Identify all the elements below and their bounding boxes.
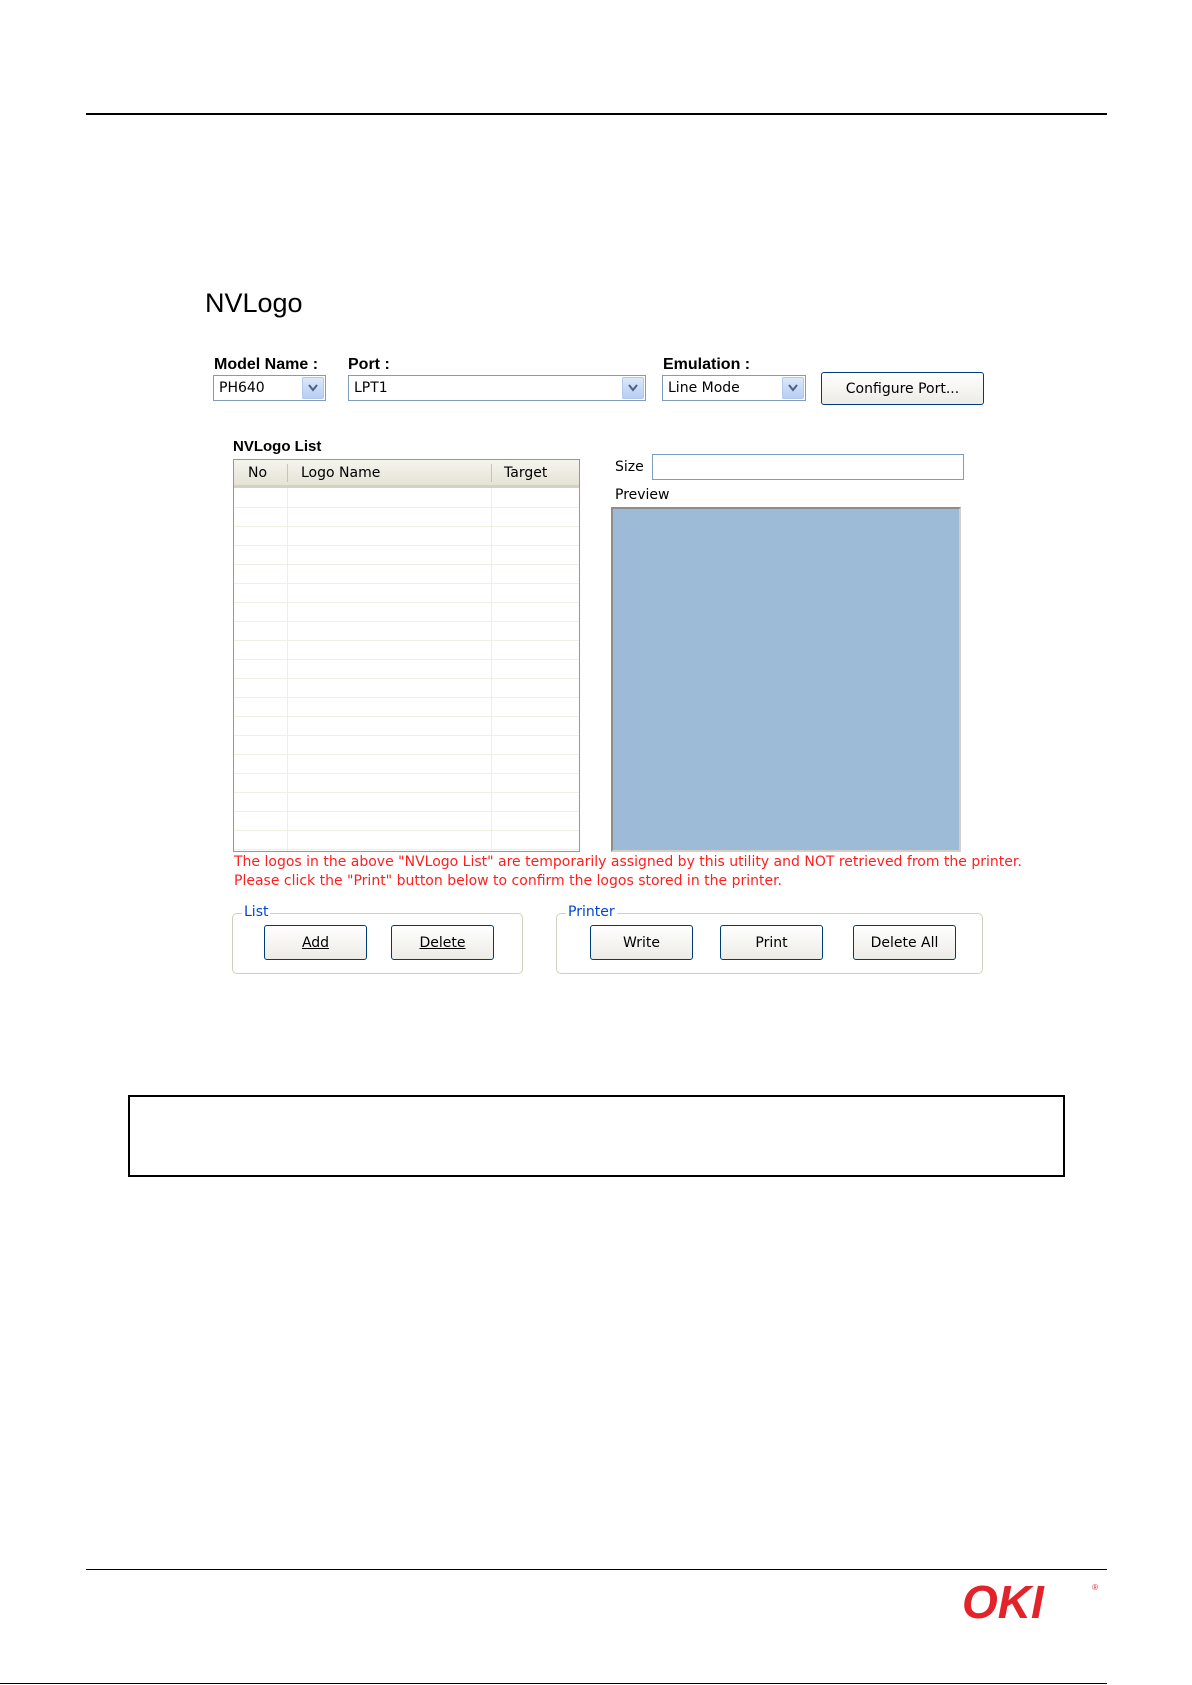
grid-row-line [234, 773, 579, 774]
oki-logo-text: OKI [962, 1580, 1044, 1624]
write-button[interactable]: Write [590, 925, 693, 960]
print-button[interactable]: Print [720, 925, 823, 960]
app-title: NVLogo [205, 288, 303, 318]
printer-group-label: Printer [568, 904, 615, 920]
grid-row-line [234, 602, 579, 603]
size-label: Size [615, 459, 644, 475]
grid-row-line [234, 545, 579, 546]
grid-row-line [234, 830, 579, 831]
bottom-rule [0, 1683, 1107, 1684]
grid-row-line [234, 754, 579, 755]
model-name-label: Model Name : [214, 356, 319, 373]
grid-row-line [234, 659, 579, 660]
emulation-value: Line Mode [668, 380, 740, 396]
grid-row-line [234, 792, 579, 793]
warning-line-1: The logos in the above "NVLogo List" are temporarily assigned by this utility and NOT retrieved from the printer. [234, 854, 1022, 870]
grid-row-line [234, 678, 579, 679]
header-rule [86, 113, 1107, 115]
note-box [128, 1095, 1065, 1177]
grid-column-line [287, 488, 288, 852]
model-name-value: PH640 [219, 380, 265, 396]
grid-column-line [491, 488, 492, 852]
oki-logo [962, 1580, 1102, 1629]
configure-port-button[interactable]: Configure Port... [821, 372, 984, 405]
emulation-combo[interactable] [662, 375, 806, 401]
size-field[interactable] [652, 454, 964, 480]
grid-row-line [234, 640, 579, 641]
grid-row-line [234, 697, 579, 698]
column-divider [491, 464, 492, 482]
nvlogo-list[interactable] [233, 459, 580, 852]
chevron-down-icon[interactable] [302, 377, 324, 399]
grid-row-line [234, 716, 579, 717]
column-header-no[interactable]: No [248, 465, 268, 481]
list-group-label: List [244, 904, 269, 920]
port-label: Port : [348, 356, 390, 373]
column-divider [287, 464, 288, 482]
chevron-down-icon[interactable] [622, 377, 644, 399]
preview-label: Preview [615, 487, 670, 503]
delete-all-button[interactable]: Delete All [853, 925, 956, 960]
port-value: LPT1 [354, 380, 388, 396]
port-combo[interactable] [348, 375, 646, 401]
column-header-target[interactable]: Target [504, 465, 548, 481]
grid-row-line [234, 507, 579, 508]
grid-row-line [234, 621, 579, 622]
model-name-combo[interactable] [213, 375, 326, 401]
column-header-logo-name[interactable]: Logo Name [301, 465, 381, 481]
grid-row-line [234, 735, 579, 736]
grid-row-line [234, 583, 579, 584]
preview-pane [611, 507, 961, 852]
footer-rule [86, 1569, 1107, 1570]
grid-row-line [234, 564, 579, 565]
svg-text:®: ® [1092, 1583, 1098, 1592]
grid-row-line [234, 526, 579, 527]
grid-row-line [234, 849, 579, 850]
add-button[interactable]: Add [264, 925, 367, 960]
grid-row-line [234, 811, 579, 812]
nvlogo-list-title: NVLogo List [233, 438, 322, 455]
delete-button[interactable]: Delete [391, 925, 494, 960]
list-header [234, 460, 579, 488]
chevron-down-icon[interactable] [782, 377, 804, 399]
emulation-label: Emulation : [663, 356, 751, 373]
warning-line-2: Please click the "Print" button below to confirm the logos stored in the printer. [234, 873, 783, 889]
